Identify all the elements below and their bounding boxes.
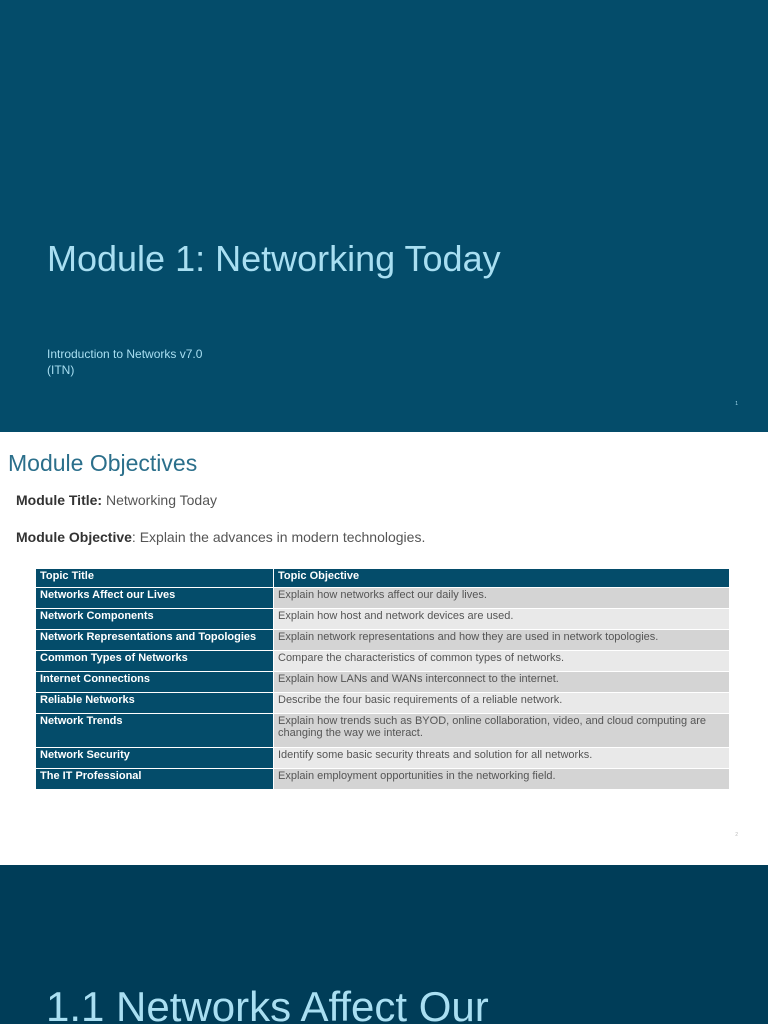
module-objective-label: Module Objective xyxy=(16,529,132,545)
title-slide xyxy=(0,0,768,432)
slide-number: 2 xyxy=(735,832,738,838)
table-row xyxy=(36,588,730,609)
module-objective-value: : Explain the advances in modern technologies. xyxy=(131,529,426,545)
course-subtitle xyxy=(47,346,202,378)
topic-objective-cell: Explain how host and network devices are used. xyxy=(274,609,730,630)
table-row xyxy=(36,651,730,672)
slide-number: 1 xyxy=(735,401,738,407)
topic-title-cell: Network Representations and Topologies xyxy=(36,630,274,651)
table-row xyxy=(36,672,730,693)
topic-objective-cell: Explain how trends such as BYOD, online collaboration, video, and cloud computing are changing the way we interact. xyxy=(274,714,730,748)
topic-objective-cell: Explain employment opportunities in the networking field. xyxy=(274,769,730,790)
course-code: (ITN) xyxy=(47,363,75,377)
module-title-line xyxy=(16,492,217,508)
table-row xyxy=(36,630,730,651)
topic-title-cell: Network Components xyxy=(36,609,274,630)
topic-title-cell: Common Types of Networks xyxy=(36,651,274,672)
table-row xyxy=(36,714,730,748)
topic-objective-cell: Identify some basic security threats and solution for all networks. xyxy=(274,748,730,769)
table-row xyxy=(36,609,730,630)
module-title-value: Networking Today xyxy=(105,492,217,508)
table-header-row xyxy=(36,569,730,588)
column-header-topic-objective: Topic Objective xyxy=(274,569,730,588)
table-row xyxy=(36,748,730,769)
topic-title-cell: Network Trends xyxy=(36,714,274,748)
slide-heading: Module Objectives xyxy=(8,450,198,476)
topic-objective-cell: Explain how networks affect our daily lives. xyxy=(274,588,730,609)
section-title: 1.1 Networks Affect Our xyxy=(46,983,489,1030)
table-row xyxy=(36,769,730,790)
table-row xyxy=(36,693,730,714)
module-title-label: Module Title: xyxy=(16,492,103,508)
module-objective-line xyxy=(16,529,425,545)
course-name: Introduction to Networks v7.0 xyxy=(47,347,203,361)
topic-title-cell: The IT Professional xyxy=(36,769,274,790)
topic-objective-cell: Explain network representations and how they are used in network topologies. xyxy=(274,630,730,651)
topic-title-cell: Reliable Networks xyxy=(36,693,274,714)
module-title: Module 1: Networking Today xyxy=(47,238,501,279)
topic-objective-cell: Describe the four basic requirements of a reliable network. xyxy=(274,693,730,714)
topic-objective-cell: Explain how LANs and WANs interconnect to the internet. xyxy=(274,672,730,693)
topic-objective-cell: Compare the characteristics of common types of networks. xyxy=(274,651,730,672)
column-header-topic-title: Topic Title xyxy=(36,569,274,588)
section-slide xyxy=(0,865,768,1030)
topic-title-cell: Internet Connections xyxy=(36,672,274,693)
topic-title-cell: Networks Affect our Lives xyxy=(36,588,274,609)
objectives-slide xyxy=(0,432,768,865)
objectives-table xyxy=(36,569,730,790)
topic-title-cell: Network Security xyxy=(36,748,274,769)
